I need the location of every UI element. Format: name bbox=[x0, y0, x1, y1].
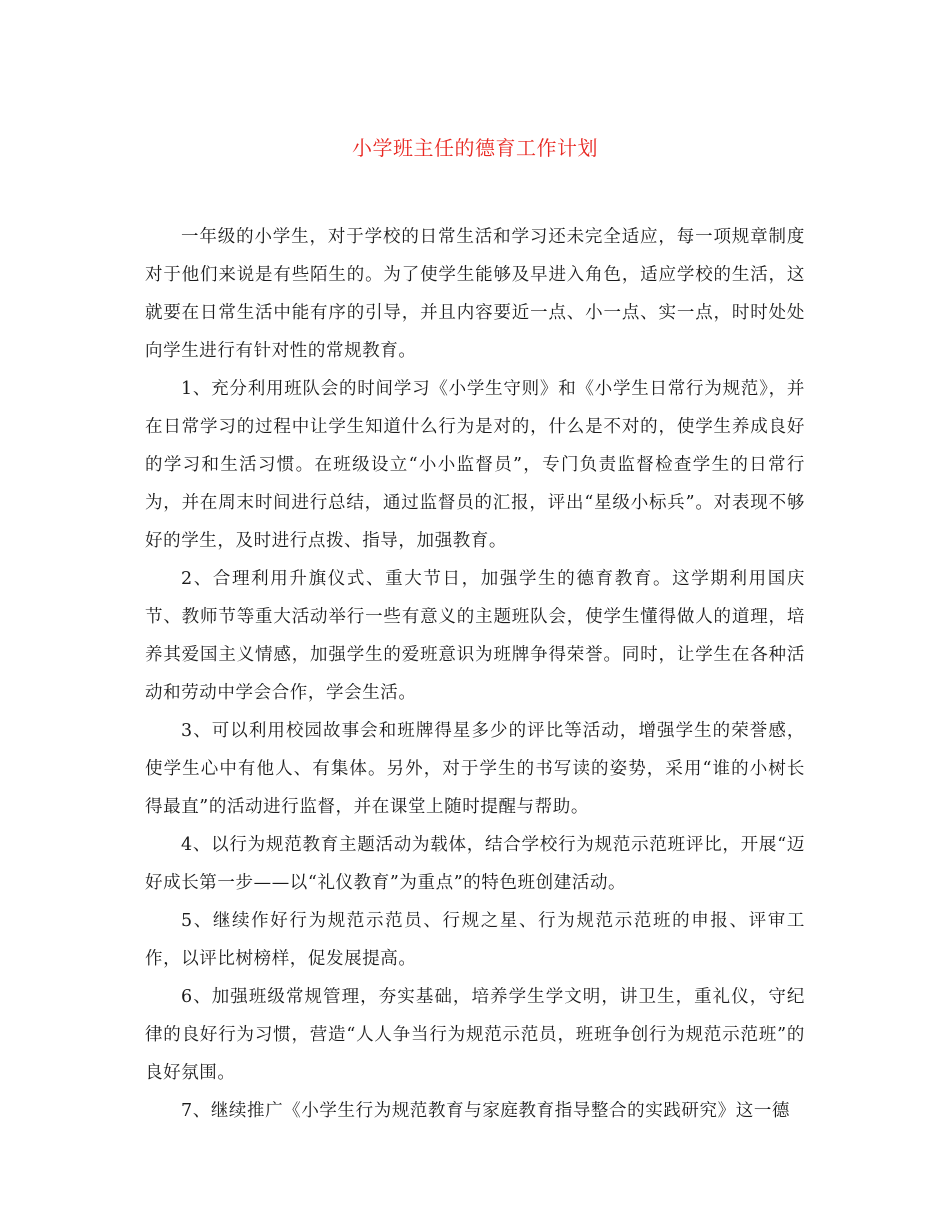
document-body bbox=[145, 218, 805, 1130]
document-title: 小学班主任的德育工作计划 bbox=[352, 136, 598, 160]
paragraph-item-4: 4、以行为规范教育主题活动为载体，结合学校行为规范示范班评比，开展“迈好成长第一步——以“礼仪教育”为重点”的特色班创建活动。 bbox=[145, 835, 805, 893]
paragraph-item-5: 5、继续作好行为规范示范员、行规之星、行为规范示范班的申报、评审工作，以评比树榜样，促发展提高。 bbox=[145, 911, 805, 969]
paragraph-item-3: 3、可以利用校园故事会和班牌得星多少的评比等活动，增强学生的荣誉感，使学生心中有他人、有集体。另外，对于学生的书写读的姿势，采用“谁的小树长得最直”的活动进行监督，并在课堂上随时提醒与帮助。 bbox=[145, 721, 805, 817]
paragraph-item-2: 2、合理利用升旗仪式、重大节日，加强学生的德育教育。这学期利用国庆节、教师节等重大活动举行一些有意义的主题班队会，使学生懂得做人的道理，培养其爱国主义情感，加强学生的爱班意识为班牌争得荣誉。同时，让学生在各种活动和劳动中学会合作，学会生活。 bbox=[145, 569, 805, 703]
paragraph-item-7: 7、继续推广《小学生行为规范教育与家庭教育指导整合的实践研究》这一德 bbox=[181, 1101, 791, 1121]
paragraph-item-1: 1、充分利用班队会的时间学习《小学生守则》和《小学生日常行为规范》，并在日常学习的过程中让学生知道什么行为是对的，什么是不对的，使学生养成良好的学习和生活习惯。在班级设立“小小监督员”，专门负责监督检查学生的日常行为，并在周末时间进行总结，通过监督员的汇报，评出“星级小标兵”。对表现不够好的学生，及时进行点拨、指导，加强教育。 bbox=[145, 379, 805, 551]
paragraph-item-6: 6、加强班级常规管理，夯实基础，培养学生学文明，讲卫生，重礼仪，守纪律的良好行为习惯，营造“人人争当行为规范示范员，班班争创行为规范示范班”的良好氛围。 bbox=[145, 987, 805, 1083]
paragraph-intro: 一年级的小学生，对于学校的日常生活和学习还未完全适应，每一项规章制度对于他们来说是有些陌生的。为了使学生能够及早进入角色，适应学校的生活，这就要在日常生活中能有序的引导，并且内容要近一点、小一点、实一点，时时处处向学生进行有针对性的常规教育。 bbox=[145, 227, 805, 361]
